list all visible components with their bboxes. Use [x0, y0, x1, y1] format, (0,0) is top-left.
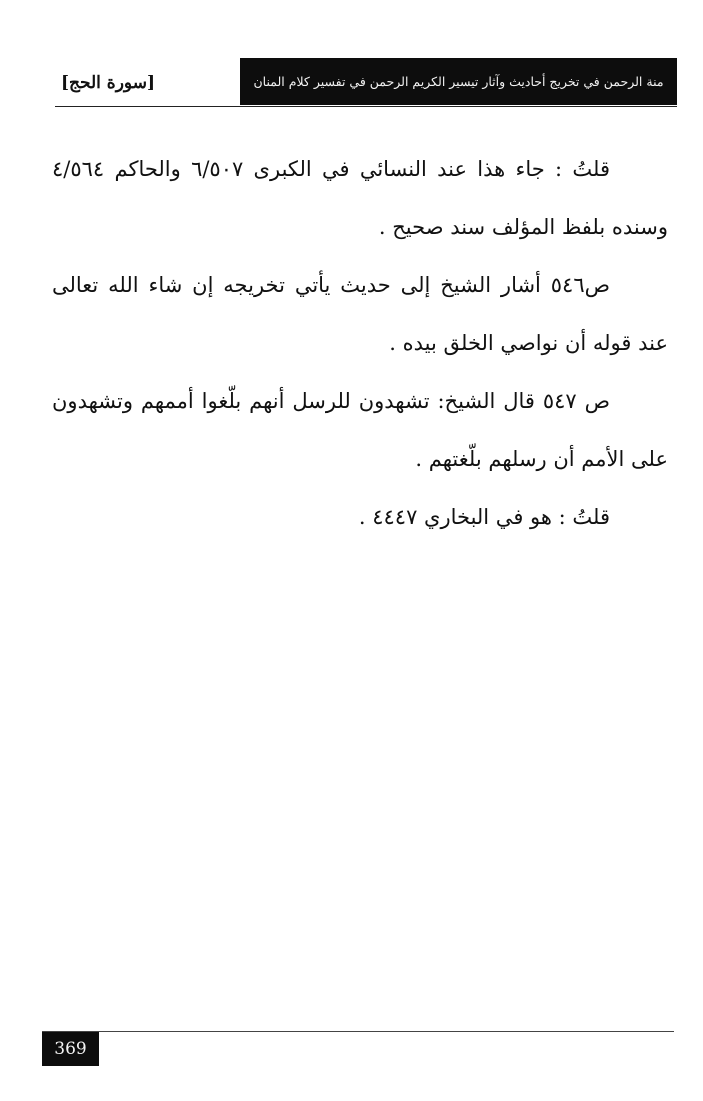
paragraph-2: ص٥٤٦ أشار الشيخ إلى حديث يأتي تخريجه إن شاء الله تعالى عند قوله أن نواصي الخلق بيده .: [52, 273, 668, 355]
footer-divider: [42, 1031, 674, 1032]
page-number: 369: [54, 1039, 87, 1059]
page-body: [52, 140, 668, 546]
header-divider: [55, 106, 677, 107]
paragraph-3: ص ٥٤٧ قال الشيخ: تشهدون للرسل أنهم بلّغوا أممهم وتشهدون على الأمم أن رسلهم بلّغتهم .: [52, 389, 668, 471]
paragraph-1: قلتُ : جاء هذا عند النسائي في الكبرى ٦/٥٠٧ والحاكم ٤/٥٦٤ وسنده بلفظ المؤلف سند صحيح .: [52, 157, 668, 239]
surah-name: [سورة الحج]: [61, 73, 155, 93]
page-number-box: [42, 1032, 99, 1066]
book-title: منة الرحمن في تخريج أحاديث وآثار تيسير الكريم الرحمن في تفسير كلام المنان: [253, 74, 664, 89]
book-title-banner: [240, 58, 677, 105]
page-header: [55, 58, 677, 108]
paragraph-4: قلتُ : هو في البخاري ٤٤٤٧ .: [358, 505, 610, 529]
